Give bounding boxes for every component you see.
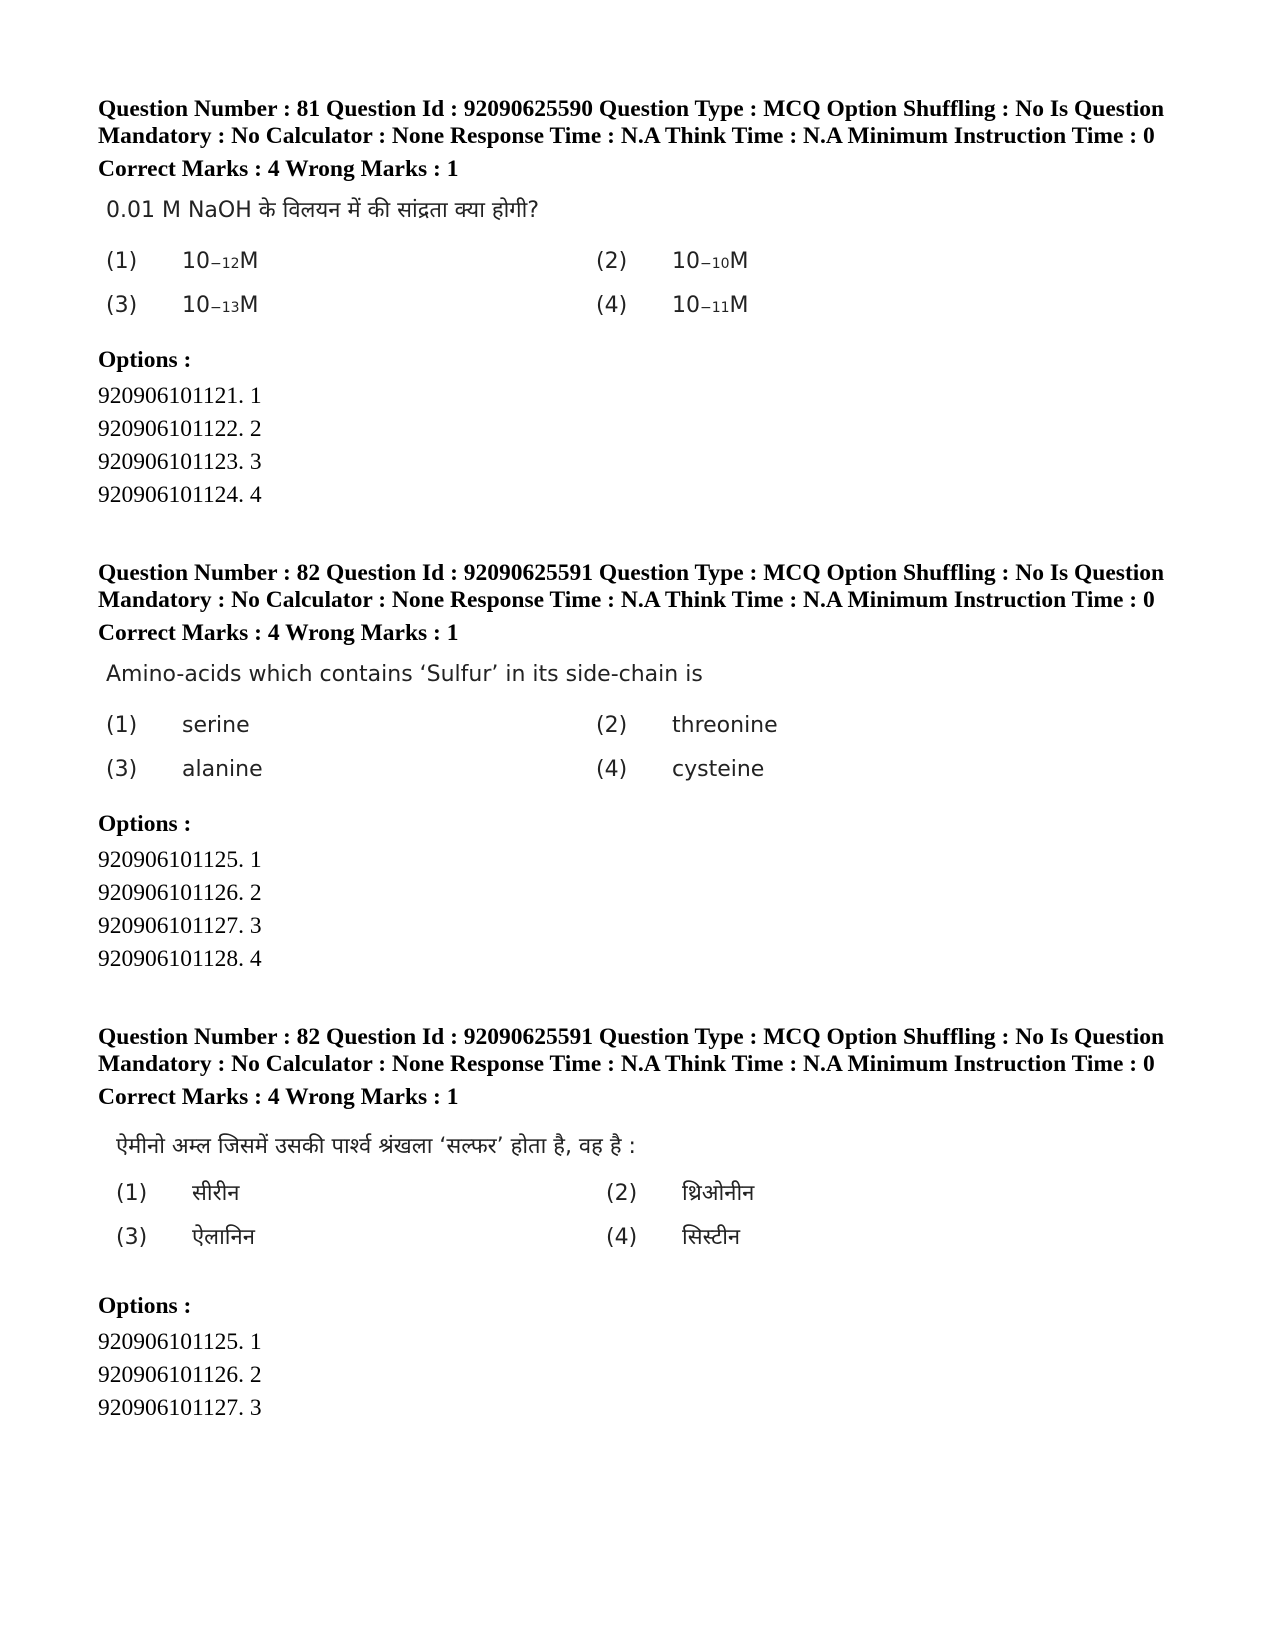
answer-choice-1: (1) 10 −12 M <box>106 247 596 277</box>
options-list <box>98 844 1178 976</box>
document-page <box>98 96 1178 1473</box>
choice-number: (4) <box>606 1225 638 1250</box>
choice-label: cysteine <box>672 757 765 782</box>
question-marks: Correct Marks : 4 Wrong Marks : 1 <box>98 156 459 182</box>
option-id-line: 920906101127. 3 <box>98 913 262 939</box>
choice-unit: M <box>729 293 749 318</box>
options-heading: Options : <box>98 811 192 837</box>
choice-base: 10 <box>182 249 210 274</box>
answer-choice-4 <box>606 1223 906 1253</box>
option-id-line: 920906101125. 1 <box>98 1329 262 1355</box>
option-id-line: 920906101121. 1 <box>98 383 262 409</box>
answer-choice-2: (2) 10 −10 M <box>596 247 896 277</box>
choice-number: (2) <box>596 249 628 274</box>
answer-choice-2 <box>596 711 896 741</box>
options-heading: Options : <box>98 347 192 373</box>
answer-choice-4: (4) 10 −11 M <box>596 291 896 321</box>
option-id-line: 920906101122. 2 <box>98 416 262 442</box>
choice-unit: M <box>239 293 259 318</box>
option-id-line: 920906101128. 4 <box>98 946 262 972</box>
option-id-line: 920906101123. 3 <box>98 449 262 475</box>
question-meta: Question Number : 82 Question Id : 92090625591 Question Type : MCQ Option Shuffling : No Is Question Mandatory : No Calculator : None Response Time : N.A Think Time : N.A Minimum Instruction Time : 0 <box>98 1024 1165 1077</box>
choice-number: (3) <box>116 1225 148 1250</box>
answer-choice-3 <box>106 755 596 785</box>
choice-base: 10 <box>672 249 700 274</box>
answer-choice-4 <box>596 755 896 785</box>
choice-number: (3) <box>106 293 138 318</box>
choice-unit: M <box>239 249 259 274</box>
choice-label: serine <box>182 713 250 738</box>
option-id-line: 920906101126. 2 <box>98 1362 262 1388</box>
option-id-line: 920906101125. 1 <box>98 847 262 873</box>
question-block-82-english <box>98 560 1178 976</box>
choice-unit: M <box>729 249 749 274</box>
answer-choice-1 <box>106 711 596 741</box>
choice-label: alanine <box>182 757 263 782</box>
choice-number: (1) <box>106 713 138 738</box>
question-block-81 <box>98 96 1178 512</box>
answer-choice-1 <box>116 1179 606 1209</box>
choice-number: (1) <box>116 1181 148 1206</box>
options-list <box>98 1326 1178 1425</box>
options-list <box>98 380 1178 512</box>
answer-choice-2 <box>606 1179 906 1209</box>
option-id-line: 920906101126. 2 <box>98 880 262 906</box>
choice-number: (4) <box>596 293 628 318</box>
choice-base: 10 <box>182 293 210 318</box>
choice-base: 10 <box>672 293 700 318</box>
choice-number: (2) <box>596 713 628 738</box>
answer-choices <box>106 247 1178 321</box>
answer-choice-3: (3) 10 −13 M <box>106 291 596 321</box>
choice-number: (4) <box>596 757 628 782</box>
question-meta: Question Number : 81 Question Id : 92090625590 Question Type : MCQ Option Shuffling : No Is Question Mandatory : No Calculator : None Response Time : N.A Think Time : N.A Minimum Instruction Time : 0 <box>98 96 1165 149</box>
question-marks: Correct Marks : 4 Wrong Marks : 1 <box>98 1084 459 1110</box>
choice-label: सिस्टीन <box>682 1225 741 1250</box>
choice-label: सीरीन <box>192 1181 240 1206</box>
question-marks: Correct Marks : 4 Wrong Marks : 1 <box>98 620 459 646</box>
question-block-82-hindi <box>98 1024 1178 1425</box>
question-text: ऐमीनो अम्ल जिसमें उसकी पार्श्व श्रंखला ‘सल्फर’ होता है, वह है : <box>116 1134 636 1159</box>
option-id-line: 920906101127. 3 <box>98 1395 262 1421</box>
choice-label: ऐलानिन <box>192 1225 255 1250</box>
answer-choices <box>106 711 1178 785</box>
choice-number: (3) <box>106 757 138 782</box>
options-heading: Options : <box>98 1293 192 1319</box>
question-meta: Question Number : 82 Question Id : 92090625591 Question Type : MCQ Option Shuffling : No Is Question Mandatory : No Calculator : None Response Time : N.A Think Time : N.A Minimum Instruction Time : 0 <box>98 560 1165 613</box>
choice-number: (1) <box>106 249 138 274</box>
choice-label: threonine <box>672 713 778 738</box>
option-id-line: 920906101124. 4 <box>98 482 262 508</box>
choice-number: (2) <box>606 1181 638 1206</box>
choice-label: थ्रिओनीन <box>682 1181 755 1206</box>
answer-choice-3 <box>116 1223 606 1253</box>
answer-choices <box>116 1179 1178 1253</box>
question-text: Amino-acids which contains ‘Sulfur’ in its side-chain is <box>106 662 703 687</box>
question-text: 0.01 M NaOH के विलयन में की सांद्रता क्या होगी? <box>106 198 540 223</box>
